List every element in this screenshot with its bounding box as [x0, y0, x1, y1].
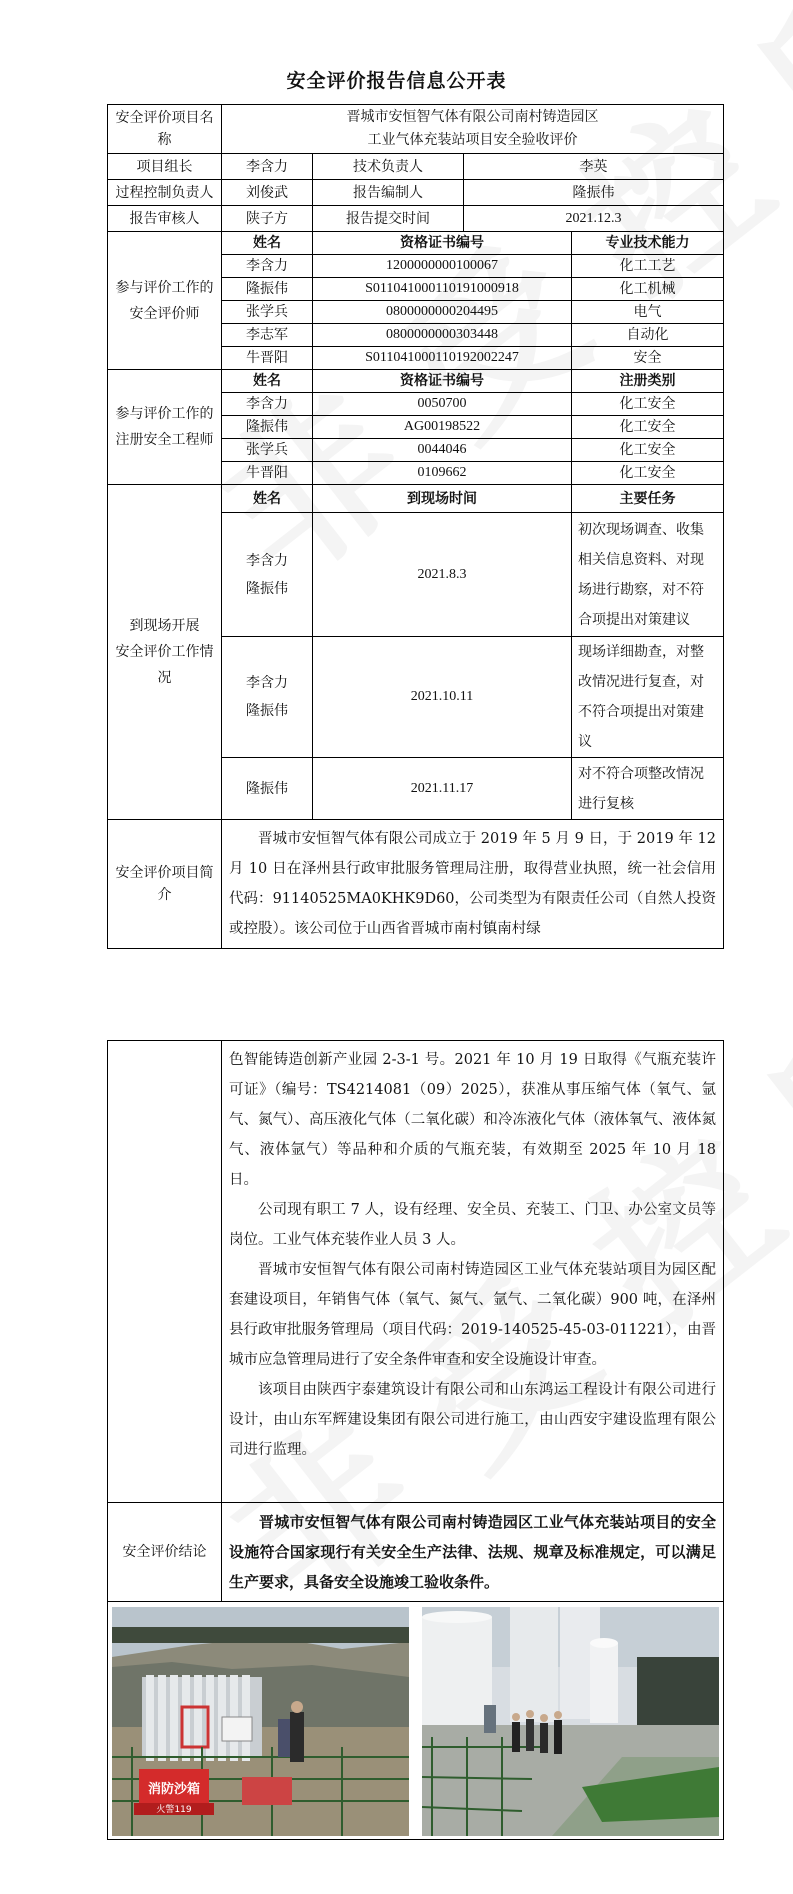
registration-category: 化工安全	[572, 462, 724, 485]
site-photo-vaporizers	[112, 1607, 409, 1836]
photo-strip	[108, 1603, 723, 1838]
specialty: 化工机械	[572, 278, 724, 301]
intro-text-part1	[222, 820, 724, 949]
project-name-row	[108, 105, 724, 154]
role-row	[108, 154, 724, 180]
site-visits-header-row	[108, 485, 724, 513]
intro-paragraph: 晋城市安恒智气体有限公司南村铸造园区工业气体充装站项目为园区配套建设项目，年销售气体（氧气、氮气、氩气、二氧化碳）900 吨，在泽州县行政审批服务管理局（项目代码：2019-140525-45-03-011221），由晋城市应急管理局进行了安全条件审查和安全设施设计审查。	[229, 1262, 716, 1368]
evaluators-label-line2: 安全评价师	[129, 305, 200, 322]
evaluator-name: 牛晋阳	[222, 347, 313, 370]
evaluators-header-row	[108, 232, 724, 255]
certificate-number: 0044046	[313, 439, 572, 462]
conclusion-text	[222, 1503, 724, 1602]
info-table-page1	[107, 104, 724, 949]
engineer-name: 张学兵	[222, 439, 313, 462]
engineers-label-line1: 参与评价工作的	[115, 406, 214, 422]
intro-text-part2	[222, 1041, 724, 1503]
visit-names	[222, 513, 313, 637]
column-header: 姓名	[222, 485, 313, 513]
project-name-line2: 工业气体充装站项目安全验收评价	[367, 132, 578, 148]
role-label: 报告审核人	[108, 206, 222, 232]
conclusion-row	[108, 1503, 724, 1602]
evaluator-name: 李志军	[222, 324, 313, 347]
evaluator-name: 张学兵	[222, 301, 313, 324]
visit-date: 2021.11.17	[313, 758, 572, 820]
fire-sand-box-sign: 消防沙箱	[147, 1782, 201, 1797]
column-header: 主要任务	[572, 485, 724, 513]
registration-category: 化工安全	[572, 416, 724, 439]
fire-alarm-sign: 火警119	[156, 1805, 192, 1815]
specialty: 电气	[572, 301, 724, 324]
photos-row	[108, 1602, 724, 1840]
intro-paragraph: 该项目由陕西宇泰建筑设计有限公司和山东鸿运工程设计有限公司进行设计，由山东军辉建设集团有限公司进行施工，由山西安宇建设监理有限公司进行监理。	[229, 1382, 716, 1458]
role-name: 刘俊武	[222, 180, 313, 206]
visit-task: 对不符合项整改情况进行复核	[572, 758, 724, 820]
certificate-number: 0800000000204495	[313, 301, 572, 324]
role-row	[108, 180, 724, 206]
info-table-page2	[107, 1040, 724, 1840]
certificate-number: AG00198522	[313, 416, 572, 439]
registration-category: 化工安全	[572, 439, 724, 462]
role-name: 陕子方	[222, 206, 313, 232]
evaluators-label	[108, 232, 222, 370]
role-value: 李英	[464, 154, 724, 180]
conclusion-label: 安全评价结论	[108, 1503, 222, 1602]
intro-paragraph: 公司现有职工 7 人，设有经理、安全员、充装工、门卫、办公室文员等岗位。工业气体充装作业人员 3 人。	[229, 1202, 716, 1248]
column-header: 到现场时间	[313, 485, 572, 513]
certificate-number: 0800000000303448	[313, 324, 572, 347]
column-header: 姓名	[222, 370, 313, 393]
column-header: 姓名	[222, 232, 313, 255]
intro-paragraph: 色智能铸造创新产业园 2-3-1 号。2021 年 10 月 19 日取得《气瓶充装许可证》（编号：TS4214081（09）2025），获准从事压缩气体（氧气、氩气、氮气）、高压液化气体（二氧化碳）和冷冻液化气体（液体氧气、液体氮气、液体氩气）等品种和介质的气瓶充装，有效期至 2025 年 10 月 18 日。	[229, 1052, 716, 1188]
visit-date: 2021.8.3	[313, 513, 572, 637]
role-value: 隆振伟	[464, 180, 724, 206]
registration-category: 化工安全	[572, 393, 724, 416]
visit-name: 李含力	[246, 552, 288, 569]
visit-task: 现场详细勘查，对整改情况进行复查，对不符合项提出对策建议	[572, 637, 724, 758]
evaluators-label-line1: 参与评价工作的	[115, 279, 214, 296]
role-label: 项目组长	[108, 154, 222, 180]
engineers-label	[108, 370, 222, 485]
intro-label: 安全评价项目简介	[108, 820, 222, 949]
project-name-line1: 晋城市安恒智气体有限公司南村铸造园区	[346, 109, 599, 125]
engineer-name: 李含力	[222, 393, 313, 416]
evaluator-name: 隆振伟	[222, 278, 313, 301]
site-visits-label	[108, 485, 222, 820]
certificate-number: 0109662	[313, 462, 572, 485]
site-visits-label-line1: 到现场开展	[129, 618, 200, 634]
certificate-number: 0050700	[313, 393, 572, 416]
column-header: 注册类别	[572, 370, 724, 393]
role-name: 李含力	[222, 154, 313, 180]
certificate-number: 1200000000100067	[313, 255, 572, 278]
visit-task: 初次现场调查、收集相关信息资料、对现场进行勘察，对不符合项提出对策建议	[572, 513, 724, 637]
engineer-name: 隆振伟	[222, 416, 313, 439]
specialty: 安全	[572, 347, 724, 370]
column-header: 专业技术能力	[572, 232, 724, 255]
engineers-label-line2: 注册安全工程师	[115, 432, 214, 448]
certificate-number: S011041000110191000918	[313, 278, 572, 301]
column-header: 资格证书编号	[313, 370, 572, 393]
visit-date: 2021.10.11	[313, 637, 572, 758]
engineer-name: 牛晋阳	[222, 462, 313, 485]
site-visits-label-line2: 安全评价工作情况	[115, 644, 214, 686]
engineers-header-row	[108, 370, 724, 393]
intro-continued-row	[108, 1041, 724, 1503]
visit-name: 隆振伟	[246, 580, 288, 597]
visit-name: 隆振伟	[246, 703, 288, 719]
conclusion-paragraph: 晋城市安恒智气体有限公司南村铸造园区工业气体充装站项目的安全设施符合国家现行有关安全生产法律、法规、规章及标准规定，可以满足生产要求，具备安全设施竣工验收条件。	[229, 1513, 716, 1591]
specialty: 化工工艺	[572, 255, 724, 278]
evaluator-name: 李含力	[222, 255, 313, 278]
role-label: 报告编制人	[313, 180, 464, 206]
role-label: 过程控制负责人	[108, 180, 222, 206]
certificate-number: S011041000110192002247	[313, 347, 572, 370]
project-label: 安全评价项目名称	[108, 105, 222, 154]
site-photo-storage-tanks	[422, 1607, 719, 1836]
visit-name: 隆振伟	[222, 758, 313, 820]
intro-row	[108, 820, 724, 949]
page-title: 安全评价报告信息公开表	[286, 70, 507, 92]
intro-paragraph: 晋城市安恒智气体有限公司成立于 2019 年 5 月 9 日，于 2019 年 12 月 10 日在泽州县行政审批服务管理局注册，取得营业执照，统一社会信用代码：91140525MA0KHK9D60，公司类型为有限责任公司（自然人投资或控股）。该公司位于山西省晋城市南村镇南村绿	[229, 831, 716, 937]
visit-names	[222, 637, 313, 758]
role-label: 报告提交时间	[313, 206, 464, 232]
visit-name: 李含力	[246, 675, 288, 691]
specialty: 自动化	[572, 324, 724, 347]
submit-date: 2021.12.3	[464, 206, 724, 232]
intro-label-empty	[108, 1041, 222, 1503]
column-header: 资格证书编号	[313, 232, 572, 255]
role-row	[108, 206, 724, 232]
role-label: 技术负责人	[313, 154, 464, 180]
